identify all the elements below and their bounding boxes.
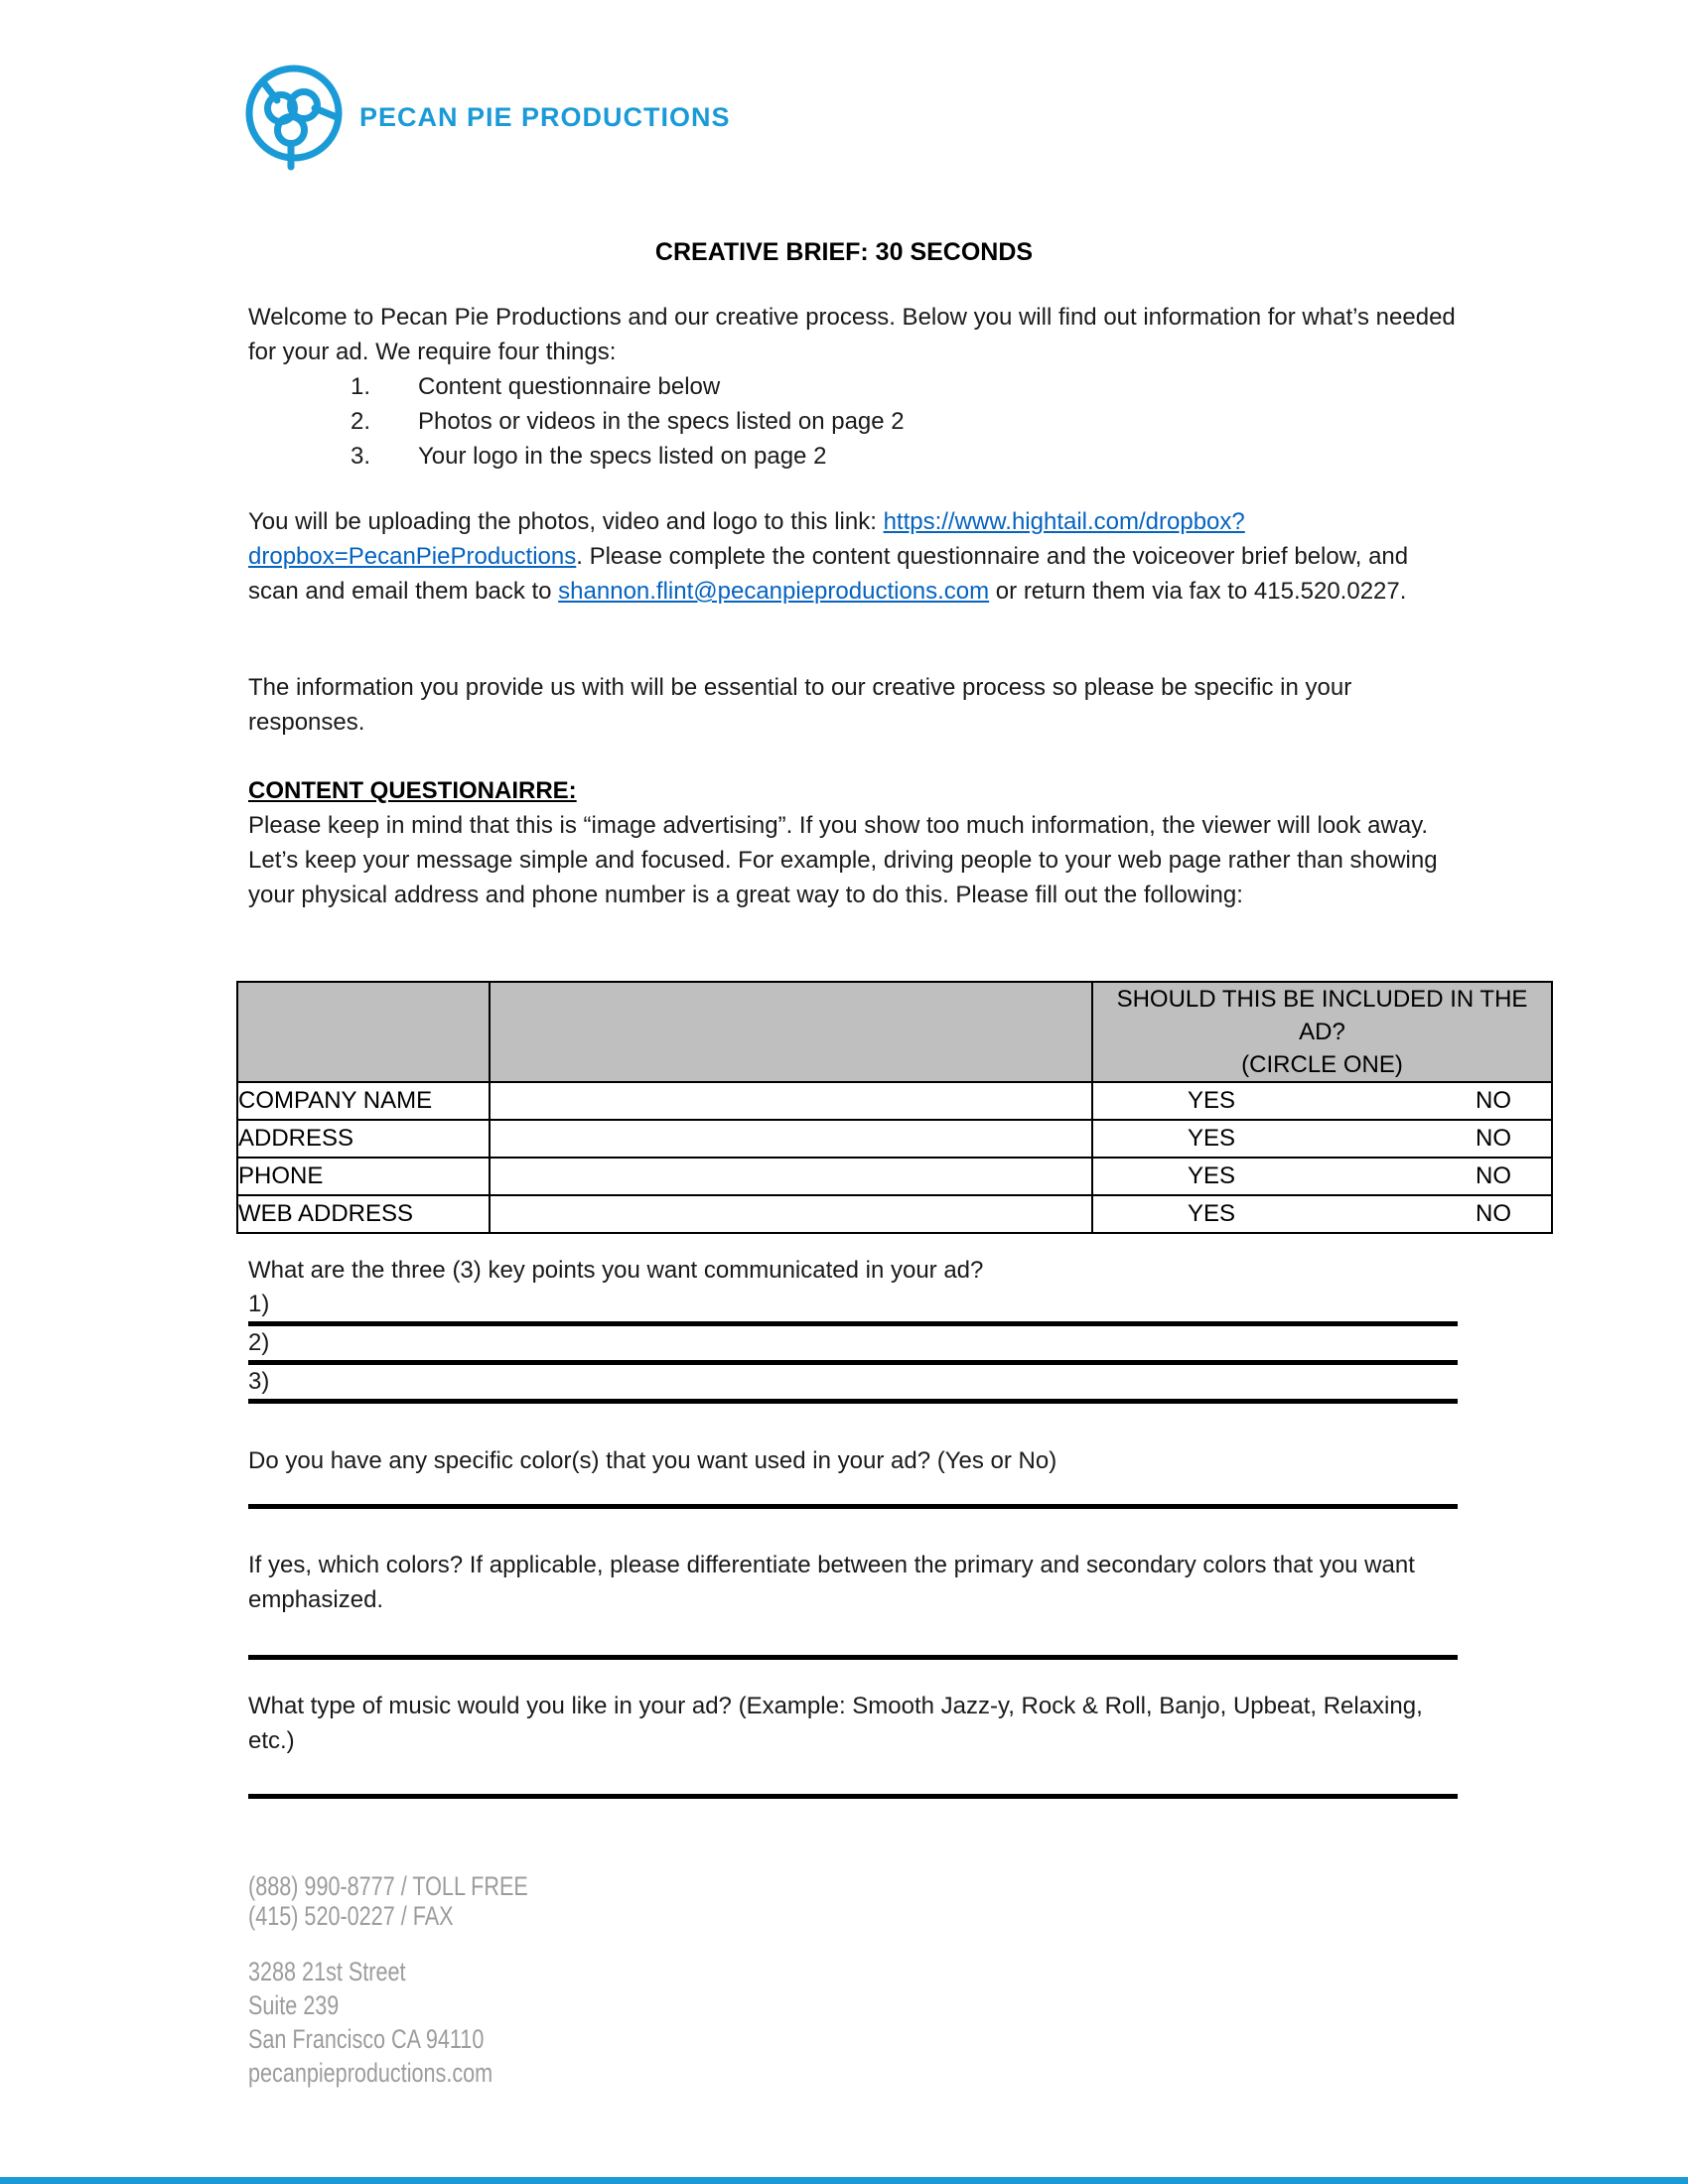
color-question-section [248,1443,1458,1509]
row-label: WEB ADDRESS [237,1195,490,1233]
key-point-line: 1) [248,1288,1458,1326]
list-number: 1. [351,373,371,400]
answer-blank-line [248,1504,1458,1509]
table-row [237,1120,1552,1158]
header-cell-include: SHOULD THIS BE INCLUDED IN THE AD? (CIRCLE ONE) [1092,982,1552,1082]
hightail-dropbox-link[interactable]: https://www.hightail.com/dropbox?dropbox=PecanPieProductions [248,508,1245,570]
list-item [351,404,1458,439]
questionnaire-intro: Please keep in mind that this is “image advertising”. If you show too much information, the viewer will look away. Let’s keep your message simple and focused. For example, driving people to your web page rather than showing your physical address and phone number is a great way to do this. Please fill out the following: [248,812,1438,908]
logo [244,64,344,180]
fax-number: (415) 520-0227 / FAX [248,1901,454,1931]
row-label: PHONE [237,1158,490,1195]
footer-address [248,1955,598,2090]
key-point-line: 3) [248,1365,1458,1404]
intro-paragraph: Welcome to Pecan Pie Productions and our creative process. Below you will find out information for what’s needed for your ad. We require four things: [248,304,1456,365]
color-followup-question: If yes, which colors? If applicable, please differentiate between the primary and secondary colors that you want emphasized. [248,1552,1415,1613]
yes-option: YES [1188,1125,1236,1152]
street-address: 3288 21st Street [248,1957,406,1986]
upload-pre-text: You will be uploading the photos, video and logo to this link: [248,508,884,535]
info-note: The information you provide us with will be essential to our creative process so please be specific in your responses. [248,674,1352,736]
upload-post-text: or return them via fax to 415.520.0227. [989,578,1407,605]
upload-mid-text: . Please complete the content questionnaire and the voiceover brief below, and scan and email them back to [248,543,1409,605]
row-label: COMPANY NAME [237,1082,490,1120]
footer-phones [248,1871,598,1931]
yes-no-cell [1092,1120,1552,1158]
answer-blank-cell [490,1195,1092,1233]
no-option: NO [1476,1087,1511,1114]
intro-section [248,300,1458,474]
answer-blank-line [248,1794,1458,1799]
page-title: CREATIVE BRIEF: 30 SECONDS [654,238,1034,266]
yes-no-cell [1092,1082,1552,1120]
questionnaire-heading: CONTENT QUESTIONAIRRE: [248,777,577,804]
city-state-zip: San Francisco CA 94110 [248,2024,485,2054]
music-question-section [248,1689,1458,1799]
yes-no-cell [1092,1158,1552,1195]
key-point-line: 2) [248,1326,1458,1365]
no-option: NO [1476,1125,1511,1152]
color-followup-section [248,1548,1458,1660]
header-cell-empty [237,982,490,1082]
upload-paragraph [248,504,1458,609]
row-label: ADDRESS [237,1120,490,1158]
list-number: 3. [351,443,371,470]
list-text: Photos or videos in the specs listed on page 2 [418,408,905,435]
list-text: Your logo in the specs listed on page 2 [418,443,827,470]
no-option: NO [1476,1200,1511,1227]
requirements-list [248,369,1458,474]
answer-blank-cell [490,1158,1092,1195]
key-points-question: What are the three (3) key points you want communicated in your ad? [248,1257,984,1284]
questionnaire-section [248,773,1458,912]
toll-free-number: (888) 990-8777 / TOLL FREE [248,1871,528,1901]
answer-blank-cell [490,1082,1092,1120]
table-row [237,1195,1552,1233]
list-number: 2. [351,408,371,435]
footer-accent-bar [0,2177,1688,2184]
no-option: NO [1476,1162,1511,1189]
table-header-row [237,982,1552,1082]
suite: Suite 239 [248,1990,340,2020]
list-item [351,369,1458,404]
email-link[interactable]: shannon.flint@pecanpieproductions.com [558,578,990,605]
logo-wordmark: PECAN PIE PRODUCTIONS [359,102,731,132]
music-question: What type of music would you like in your ad? (Example: Smooth Jazz-y, Rock & Roll, Banjo, Upbeat, Relaxing, etc.) [248,1693,1423,1754]
table-row [237,1082,1552,1120]
key-points-section [248,1253,1458,1404]
pecan-pie-logo-icon [244,64,344,175]
yes-option: YES [1188,1087,1236,1114]
yes-no-cell [1092,1195,1552,1233]
list-text: Content questionnaire below [418,373,721,400]
table-row [237,1158,1552,1195]
answer-blank-cell [490,1120,1092,1158]
website-url: pecanpieproductions.com [248,2058,493,2088]
yes-option: YES [1188,1200,1236,1227]
include-in-ad-table [236,981,1553,1234]
color-question: Do you have any specific color(s) that you want used in your ad? (Yes or No) [248,1447,1057,1474]
answer-blank-line [248,1655,1458,1660]
letterhead-footer [248,1871,598,2090]
list-item [351,439,1458,474]
yes-option: YES [1188,1162,1236,1189]
header-cell-empty [490,982,1092,1082]
